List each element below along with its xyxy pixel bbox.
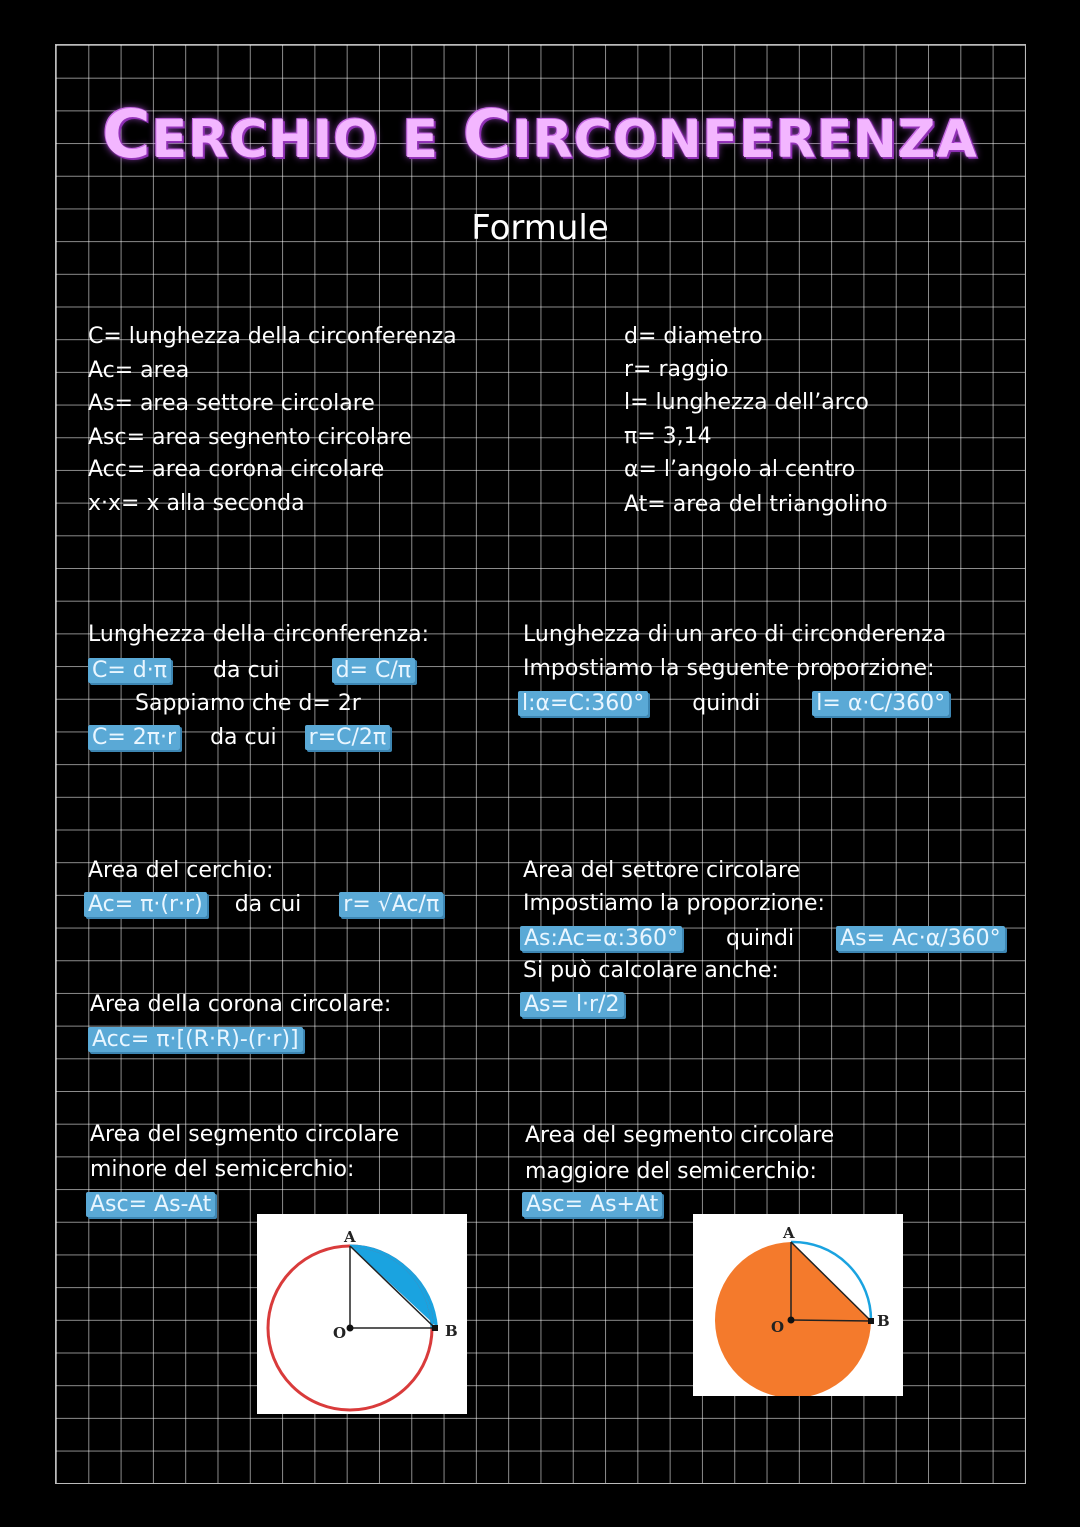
circumference-heading: Lunghezza della circonferenza:: [88, 622, 429, 647]
connector-text: quindi: [692, 691, 761, 716]
sector-formula-row2: [520, 992, 624, 1018]
formula-highlight: r=C/2π: [305, 725, 391, 750]
legend-right-item: d= diametro: [624, 324, 763, 349]
annulus-heading: Area della corona circolare:: [90, 992, 392, 1017]
formula-highlight: As:Ac=α:360°: [520, 926, 682, 951]
center-point: [788, 1317, 795, 1324]
formula-highlight: C= 2π·r: [88, 725, 180, 750]
legend-left-item: x·x= x alla seconda: [88, 491, 305, 516]
legend-right-item: At= area del triangolino: [624, 492, 888, 517]
label-o: O: [771, 1318, 785, 1336]
label-o: O: [333, 1324, 347, 1342]
sector-heading: Area del settore circolare: [523, 858, 801, 883]
legend-right-item: α= l’angolo al centro: [624, 457, 856, 482]
formula-highlight: l:α=C:360°: [518, 691, 648, 716]
legend-right-item: r= raggio: [624, 357, 729, 382]
center-point: [347, 1325, 354, 1332]
segment-major-subheading: maggiore del semicerchio:: [525, 1159, 817, 1184]
sector-formula-row: [520, 926, 1005, 952]
arc-subheading: Impostiamo la seguente proporzione:: [523, 656, 935, 681]
connector-text: da cui: [213, 658, 280, 683]
major-segment-figure: [693, 1214, 903, 1396]
formula-highlight: Asc= As+At: [522, 1192, 662, 1217]
formula-highlight: Asc= As-At: [86, 1192, 215, 1217]
page-title: CERCHIO E CIRCONFERENZA: [102, 96, 978, 173]
annulus-formula-row: [88, 1027, 303, 1053]
formula-highlight: l= α·C/360°: [812, 691, 949, 716]
minor-segment-figure: [257, 1214, 467, 1414]
label-a: A: [783, 1224, 795, 1242]
legend-left-item: Asc= area segnento circolare: [88, 425, 412, 450]
segment-major-heading: Area del segmento circolare: [525, 1123, 835, 1148]
label-a: A: [344, 1228, 356, 1246]
legend-left-item: As= area settore circolare: [88, 391, 375, 416]
circumference-formula-row1: [88, 658, 415, 684]
arc-formula-row: [518, 691, 949, 717]
connector-text: da cui: [234, 892, 302, 917]
formula-highlight: r= √Ac/π: [339, 892, 443, 917]
circumference-formula-row2: [88, 725, 390, 751]
formula-highlight: d= C/π: [332, 658, 415, 683]
circumference-note: Sappiamo che d= 2r: [135, 691, 361, 716]
sector-subheading: Impostiamo la proporzione:: [523, 891, 825, 916]
formula-highlight: Acc= π·[(R·R)-(r·r)]: [88, 1027, 303, 1052]
formula-highlight: C= d·π: [88, 658, 171, 683]
subtitle: Formule: [471, 208, 609, 248]
legend-left-item: C= lunghezza della circonferenza: [88, 324, 457, 349]
legend-left-item: Acc= area corona circolare: [88, 457, 385, 482]
arc-heading: Lunghezza di un arco di circonderenza: [523, 622, 947, 647]
minor-segment-diagram: [257, 1214, 467, 1414]
point-b: [432, 1325, 438, 1331]
legend-right-item: l= lunghezza dell’arco: [624, 390, 869, 415]
label-b: B: [877, 1312, 890, 1330]
legend-left-item: Ac= area: [88, 358, 190, 383]
segment-minor-subheading: minore del semicerchio:: [90, 1157, 355, 1182]
formula-highlight: Ac= π·(r·r): [84, 892, 207, 917]
segment-major-formula-row: [522, 1192, 662, 1218]
label-b: B: [445, 1322, 458, 1340]
legend-right-item: π= 3,14: [624, 424, 712, 449]
segment-minor-heading: Area del segmento circolare: [90, 1122, 400, 1147]
connector-text: da cui: [210, 725, 277, 750]
circle-area-heading: Area del cerchio:: [88, 858, 274, 883]
segment-minor-formula-row: [86, 1192, 215, 1218]
formula-highlight: As= Ac·α/360°: [836, 926, 1005, 951]
circle-area-formula-row: [84, 892, 443, 918]
major-segment-diagram: [693, 1214, 903, 1396]
radius-line: [791, 1320, 871, 1321]
formula-highlight: As= l·r/2: [520, 992, 624, 1017]
sector-also-text: Si può calcolare anche:: [523, 958, 779, 983]
connector-text: quindi: [726, 926, 795, 951]
point-b: [868, 1318, 874, 1324]
